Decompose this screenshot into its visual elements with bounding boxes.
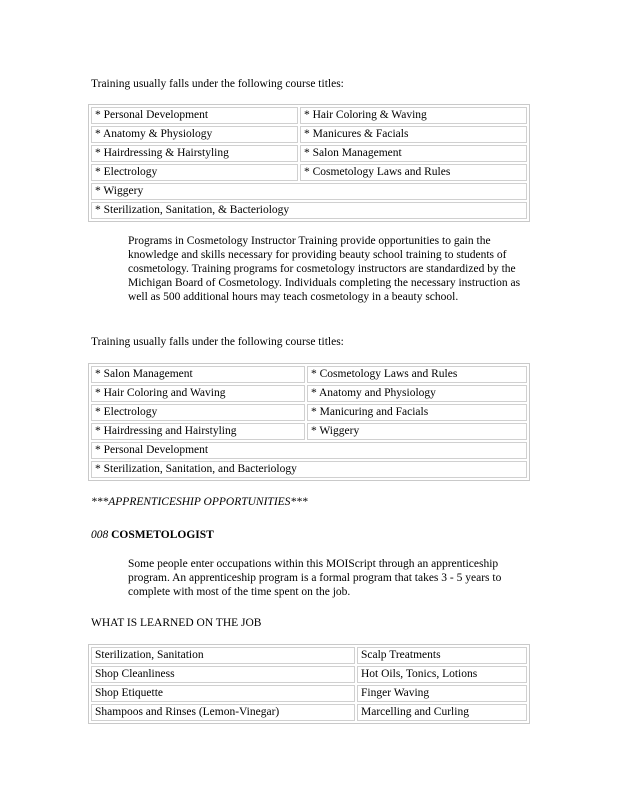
- table-cell: * Hair Coloring and Waving: [91, 385, 305, 402]
- table-cell: * Salon Management: [91, 366, 305, 383]
- table-cell: * Electrology: [91, 404, 305, 421]
- table-row: [91, 442, 527, 459]
- table-cell: * Manicuring and Facials: [307, 404, 527, 421]
- apprenticeship-heading: ***APPRENTICESHIP OPPORTUNITIES***: [91, 496, 308, 508]
- table-cell: * Hairdressing & Hairstyling: [91, 145, 298, 162]
- learned-on-job-heading: WHAT IS LEARNED ON THE JOB: [91, 617, 262, 629]
- table-cell: * Wiggery: [91, 183, 527, 200]
- course-titles-table-2: [88, 363, 530, 481]
- learned-on-job-table: [88, 644, 530, 724]
- apprenticeship-paragraph: Some people enter occupations within this MOIScript through an apprenticeship program. An apprenticeship program is a formal program that takes 3 - 5 years to complete with most of the time spent on the job.: [128, 558, 502, 598]
- table-cell: * Sterilization, Sanitation, and Bacteriology: [91, 461, 527, 478]
- table-cell: * Hair Coloring & Waving: [300, 107, 527, 124]
- table-row: [91, 666, 527, 683]
- table-row: [91, 145, 527, 162]
- table-cell: * Sterilization, Sanitation, & Bacteriology: [91, 202, 527, 219]
- table-cell: * Salon Management: [300, 145, 527, 162]
- table-cell: * Cosmetology Laws and Rules: [307, 366, 527, 383]
- table-row: [91, 704, 527, 721]
- table-cell: * Hairdressing and Hairstyling: [91, 423, 305, 440]
- course-titles-table-1: [88, 104, 530, 222]
- table-row: [91, 126, 527, 143]
- table-cell: * Wiggery: [307, 423, 527, 440]
- occupation-code: 008: [91, 529, 109, 541]
- table-row: [91, 647, 527, 664]
- table-cell: * Cosmetology Laws and Rules: [300, 164, 527, 181]
- table-row: [91, 385, 527, 402]
- table-cell: Sterilization, Sanitation: [91, 647, 355, 664]
- table-cell: Marcelling and Curling: [357, 704, 527, 721]
- table-row: [91, 107, 527, 124]
- table-cell: Shampoos and Rinses (Lemon-Vinegar): [91, 704, 355, 721]
- table-cell: Shop Cleanliness: [91, 666, 355, 683]
- table-row: [91, 183, 527, 200]
- table-row: [91, 423, 527, 440]
- occupation-heading: [91, 529, 214, 541]
- table-cell: * Electrology: [91, 164, 298, 181]
- table-cell: * Personal Development: [91, 107, 298, 124]
- table-cell: Finger Waving: [357, 685, 527, 702]
- table-cell: * Personal Development: [91, 442, 527, 459]
- occupation-title: COSMETOLOGIST: [111, 529, 214, 541]
- table-cell: * Anatomy and Physiology: [307, 385, 527, 402]
- table-row: [91, 404, 527, 421]
- table-row: [91, 164, 527, 181]
- table-cell: Hot Oils, Tonics, Lotions: [357, 666, 527, 683]
- table-row: [91, 202, 527, 219]
- table-row: [91, 461, 527, 478]
- table-row: [91, 685, 527, 702]
- course-titles-intro-2: Training usually falls under the following course titles:: [91, 336, 344, 348]
- instructor-training-paragraph: Programs in Cosmetology Instructor Training provide opportunities to gain the knowledge and skills necessary for providing beauty school training to students of cosmetology. Training programs for cosmetology instructors are standardized by the Michigan Board of Cosmetology. Individuals completing the necessary instruction as well as 500 additional hours may teach cosmetology in a beauty school.: [128, 235, 521, 303]
- table-cell: Shop Etiquette: [91, 685, 355, 702]
- table-row: [91, 366, 527, 383]
- table-cell: Scalp Treatments: [357, 647, 527, 664]
- table-cell: * Anatomy & Physiology: [91, 126, 298, 143]
- table-cell: * Manicures & Facials: [300, 126, 527, 143]
- course-titles-intro-1: Training usually falls under the following course titles:: [91, 78, 344, 90]
